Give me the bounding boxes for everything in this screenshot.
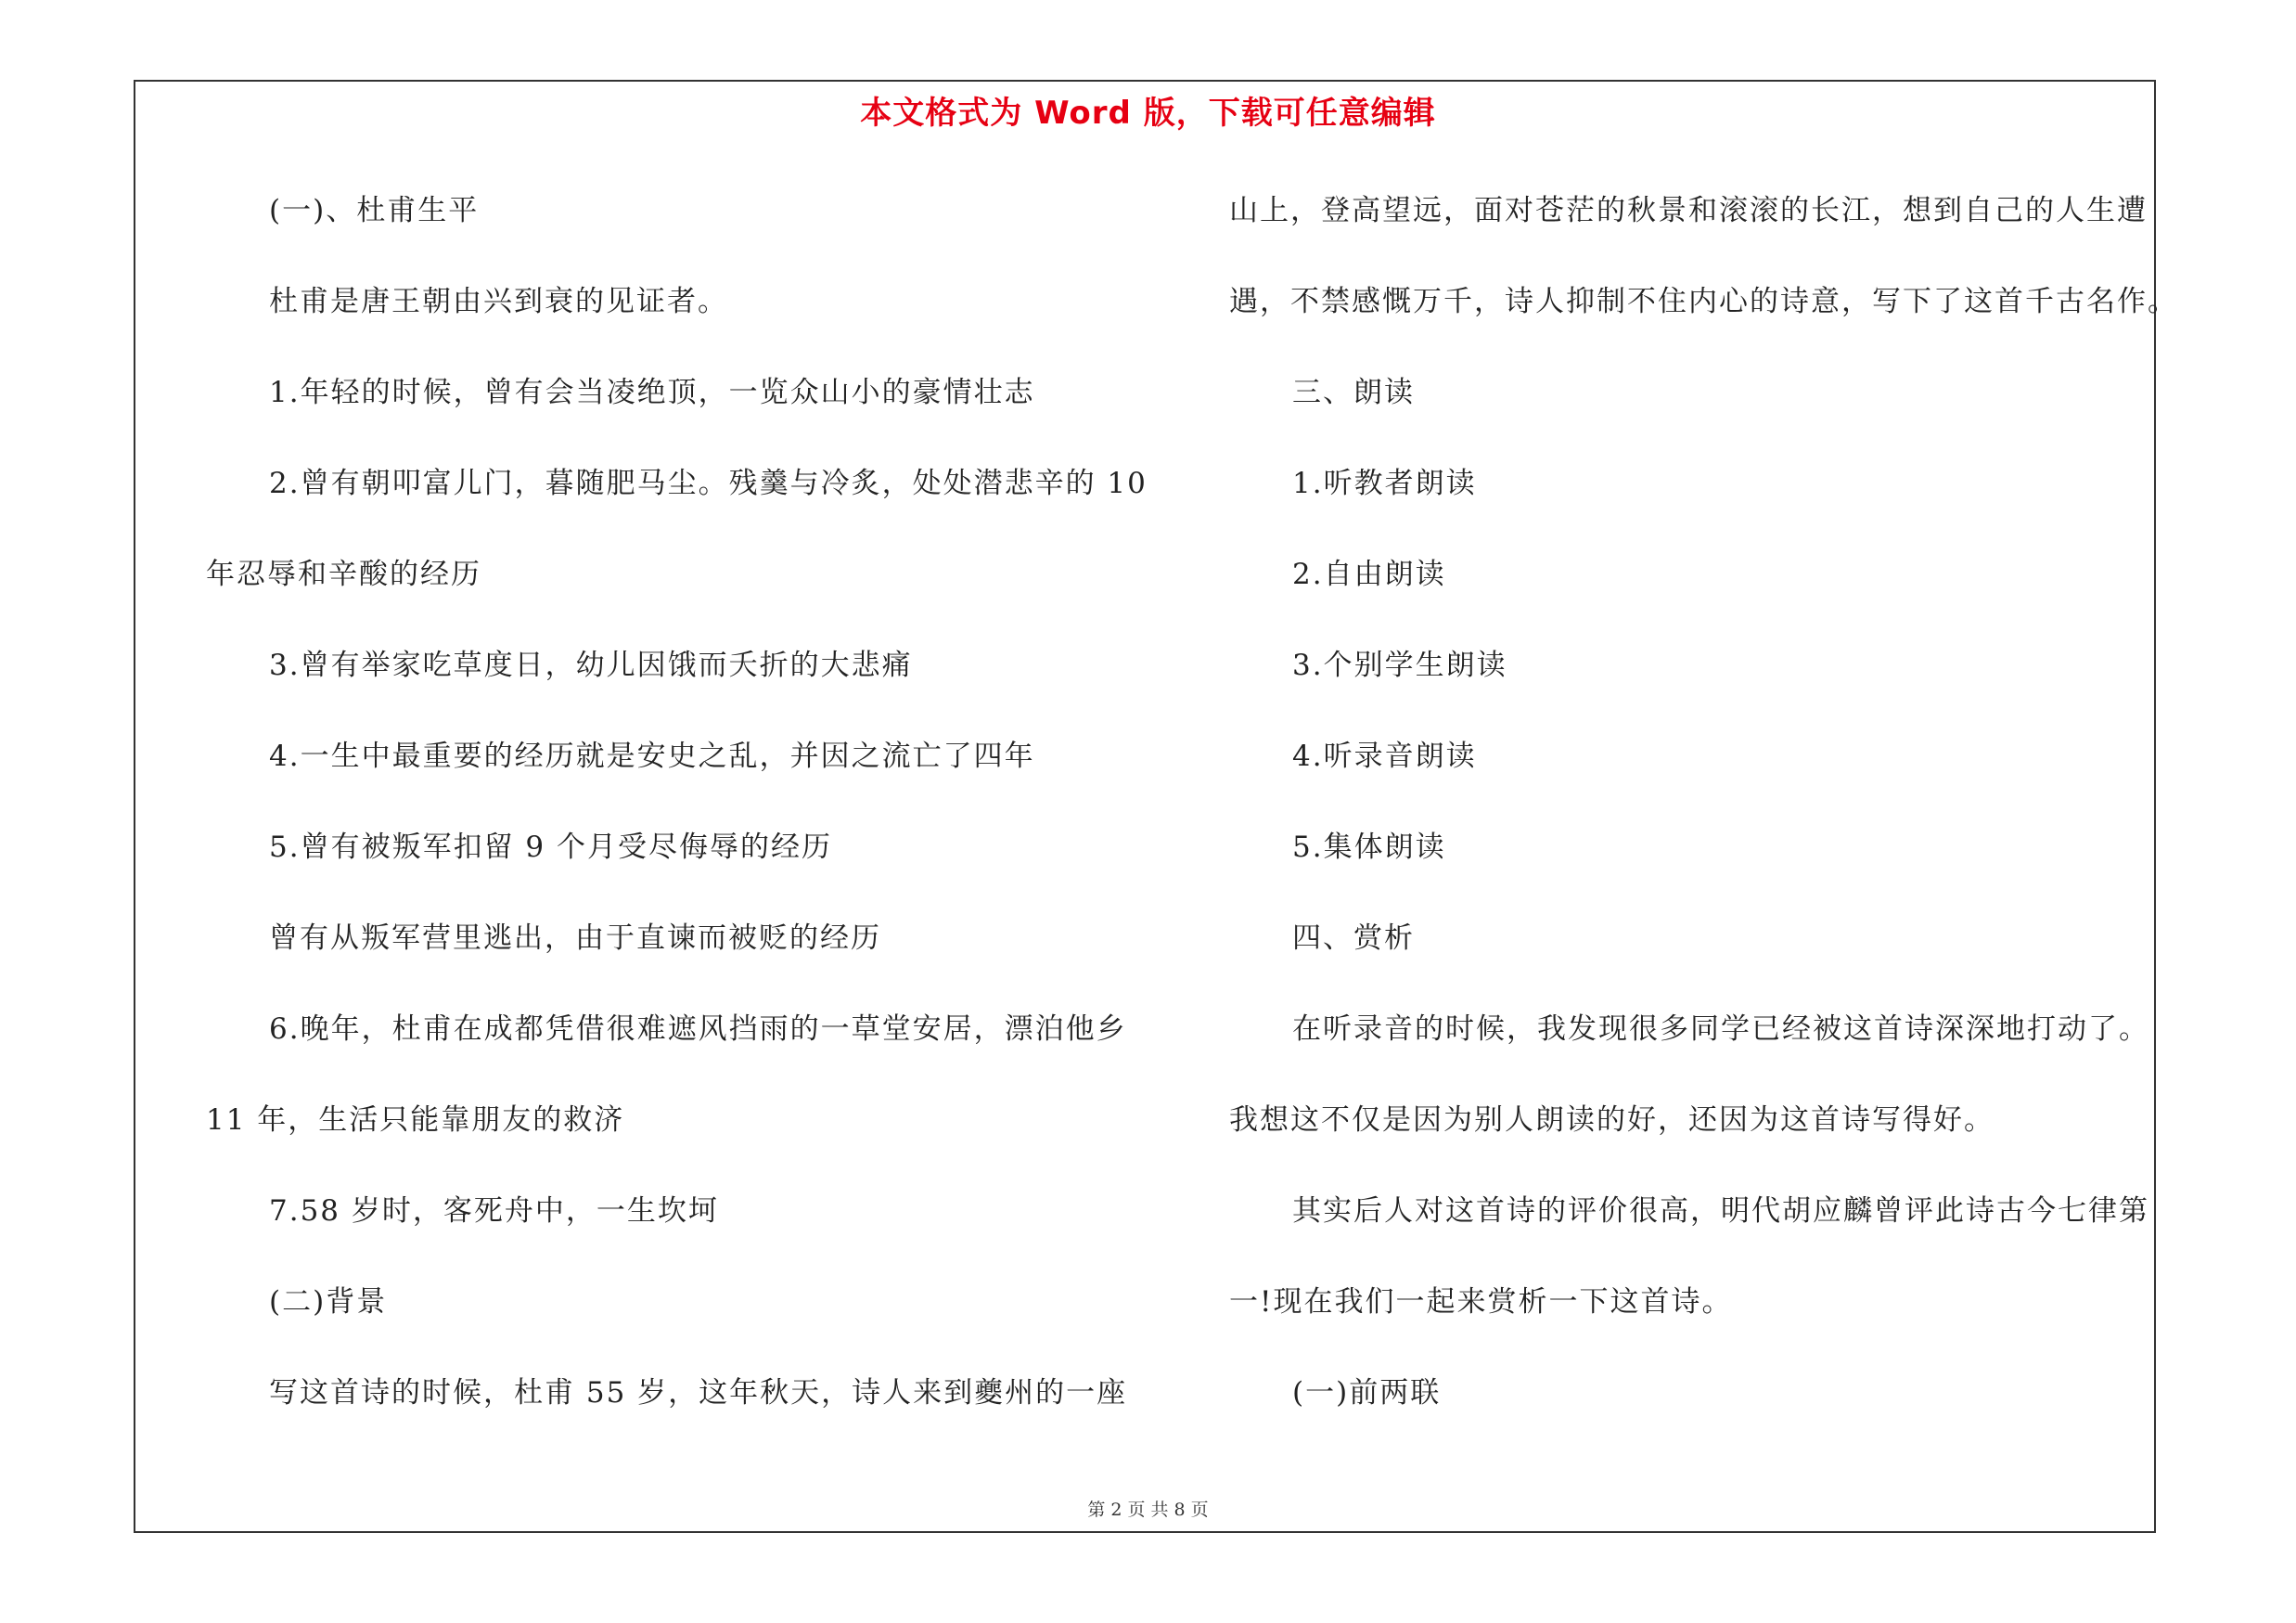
paragraph-line: 4.一生中最重要的经历就是安史之乱，并因之流亡了四年 bbox=[269, 740, 1035, 773]
paragraph-line: 杜甫是唐王朝由兴到衰的见证者。 bbox=[269, 285, 728, 318]
paragraph-line: 3.个别学生朗读 bbox=[1292, 649, 1507, 682]
paragraph-line: 遇，不禁感慨万千，诗人抑制不住内心的诗意，写下了这首千古名作。 bbox=[1229, 285, 2178, 318]
footer-page-number: 2 bbox=[1110, 1500, 1122, 1520]
right-column bbox=[1229, 186, 2178, 1459]
paragraph-line: 写这首诗的时候，杜甫 55 岁，这年秋天，诗人来到夔州的一座 bbox=[269, 1376, 1128, 1410]
paragraph-line: (一)、杜甫生平 bbox=[269, 194, 480, 227]
paragraph-line: (一)前两联 bbox=[1292, 1376, 1442, 1410]
paragraph-line: 2.自由朗读 bbox=[1292, 558, 1446, 591]
paragraph-line: 2.曾有朝叩富儿门，暮随肥马尘。残羹与冷炙，处处潜悲辛的 10 bbox=[269, 467, 1148, 500]
footer-suffix: 页 bbox=[1190, 1500, 1209, 1520]
footer-prefix: 第 bbox=[1087, 1500, 1106, 1520]
paragraph-line: 年忍辱和辛酸的经历 bbox=[206, 558, 481, 591]
paragraph-line: 7.58 岁时，客死舟中，一生坎坷 bbox=[269, 1194, 719, 1228]
left-column bbox=[206, 186, 1148, 1459]
paragraph-line: 其实后人对这首诗的评价很高，明代胡应麟曾评此诗古今七律第 bbox=[1292, 1194, 2149, 1228]
paragraph-line: 一!现在我们一起来赏析一下这首诗。 bbox=[1229, 1285, 1733, 1319]
paragraph-line: 6.晚年，杜甫在成都凭借很难遮风挡雨的一草堂安居，漂泊他乡 bbox=[269, 1012, 1127, 1046]
paragraph-line: 3.曾有举家吃草度日，幼儿因饿而夭折的大悲痛 bbox=[269, 649, 913, 682]
paragraph-line: 1.听教者朗读 bbox=[1292, 467, 1477, 500]
paragraph-line: 在听录音的时候，我发现很多同学已经被这首诗深深地打动了。 bbox=[1292, 1012, 2149, 1046]
footer-total-label: 共 bbox=[1150, 1500, 1169, 1520]
paragraph-line: 5.曾有被叛军扣留 9 个月受尽侮辱的经历 bbox=[269, 831, 833, 864]
page-footer bbox=[0, 1496, 2296, 1521]
footer-page-label: 页 bbox=[1127, 1500, 1146, 1520]
paragraph-line: 1.年轻的时候，曾有会当凌绝顶，一览众山小的豪情壮志 bbox=[269, 376, 1035, 409]
word-format-banner: 本文格式为 Word 版，下载可任意编辑 bbox=[860, 95, 1436, 132]
footer-total-pages: 8 bbox=[1174, 1500, 1186, 1520]
paragraph-line: 山上，登高望远，面对苍茫的秋景和滚滚的长江，想到自己的人生遭 bbox=[1229, 194, 2148, 227]
paragraph-line: (二)背景 bbox=[269, 1285, 388, 1319]
paragraph-line: 11 年，生活只能靠朋友的救济 bbox=[206, 1103, 625, 1137]
paragraph-line: 5.集体朗读 bbox=[1292, 831, 1446, 864]
paragraph-line: 曾有从叛军营里逃出，由于直谏而被贬的经历 bbox=[269, 921, 881, 955]
paragraph-line: 四、赏析 bbox=[1292, 921, 1415, 955]
paragraph-line: 三、朗读 bbox=[1292, 376, 1415, 409]
paragraph-line: 我想这不仅是因为别人朗读的好，还因为这首诗写得好。 bbox=[1229, 1103, 1995, 1137]
paragraph-line: 4.听录音朗读 bbox=[1292, 740, 1477, 773]
